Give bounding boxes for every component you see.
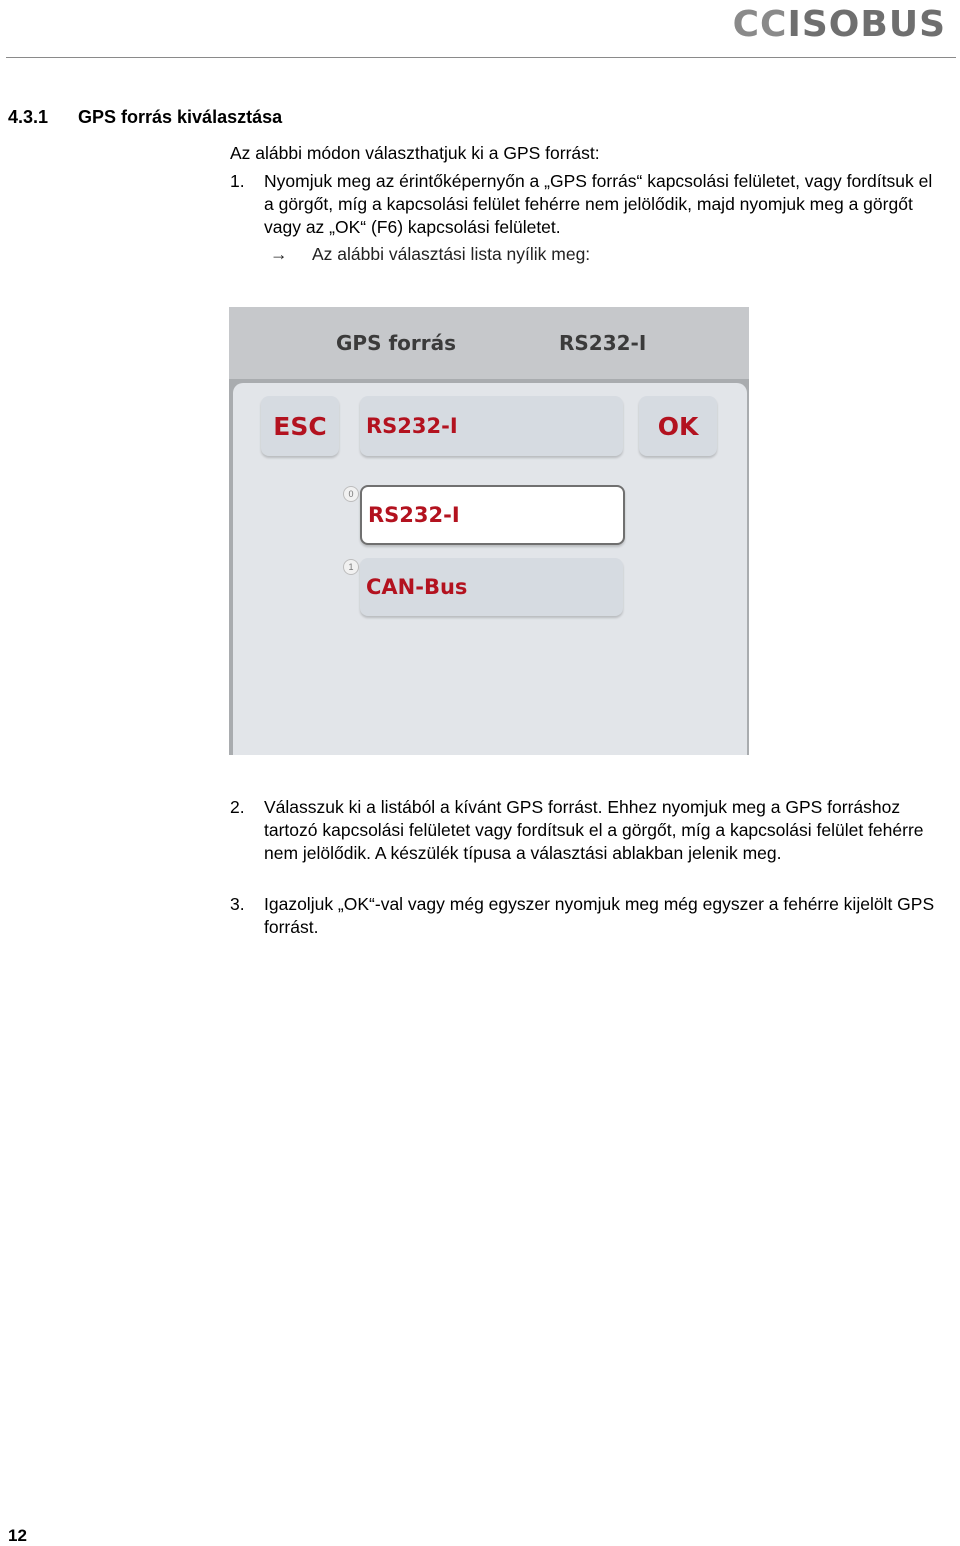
step-number: 1.: [230, 171, 245, 191]
result-text: Az alábbi választási lista nyílik meg:: [312, 244, 591, 264]
current-value: RS232-I: [366, 414, 458, 438]
step-text: Igazoljuk „OK“-val vagy még egyszer nyomjuk meg még egyszer a fehérre kijelölt GPS forrást.: [264, 894, 935, 937]
logo-main: ISOBUS: [787, 4, 946, 45]
section-heading: [8, 107, 282, 128]
header-rule: [6, 57, 956, 58]
step-number: 2.: [230, 797, 245, 817]
option-label: RS232-I: [368, 503, 460, 527]
screen-header-value: RS232-I: [559, 331, 647, 355]
arrow-icon: →: [270, 244, 288, 264]
ok-label: OK: [657, 411, 699, 441]
esc-button[interactable]: [261, 396, 339, 456]
ok-button[interactable]: [639, 396, 717, 456]
step-text: Nyomjuk meg az érintőképernyőn a „GPS forrás“ kapcsolási felületet, vagy fordítsuk el a görgőt, míg a kapcsolási felület fehérre nem jelölődik, majd nyomjuk meg a görgőt vagy az „OK“ (F6) kapcsolási felületet.: [264, 171, 933, 237]
step-number: 3.: [230, 894, 245, 914]
option-label: CAN-Bus: [366, 575, 468, 599]
intro-text: Az alábbi módon választhatjuk ki a GPS forrást:: [230, 143, 600, 163]
current-value-field[interactable]: [360, 396, 623, 456]
step-2: [230, 796, 944, 865]
option-rs232-i[interactable]: [360, 485, 625, 545]
option-index-badge: 0: [343, 486, 359, 502]
terminal-screenshot: [229, 307, 749, 755]
result-line: [270, 244, 590, 265]
section-title: GPS forrás kiválasztása: [78, 107, 283, 127]
logo-prefix: CC: [732, 4, 788, 45]
option-can-bus[interactable]: [360, 558, 623, 616]
step-1: [230, 170, 944, 239]
option-index-badge: 1: [343, 559, 359, 575]
step-text: Válasszuk ki a listából a kívánt GPS forrást. Ehhez nyomjuk meg a GPS forráshoz tartozó kapcsolási felületet vagy fordítsuk el a görgőt, míg a kapcsolási felület fehérre nem jelölődik. A készülék típusa a választási ablakban jelenik meg.: [264, 797, 924, 863]
screen-header-label: GPS forrás: [336, 331, 457, 355]
esc-label: ESC: [273, 411, 327, 441]
step-3: [230, 893, 944, 939]
ccisobus-logo: [733, 4, 946, 45]
section-number: 4.3.1: [8, 107, 49, 127]
page-number: 12: [8, 1526, 27, 1545]
screen-header: [229, 307, 749, 379]
